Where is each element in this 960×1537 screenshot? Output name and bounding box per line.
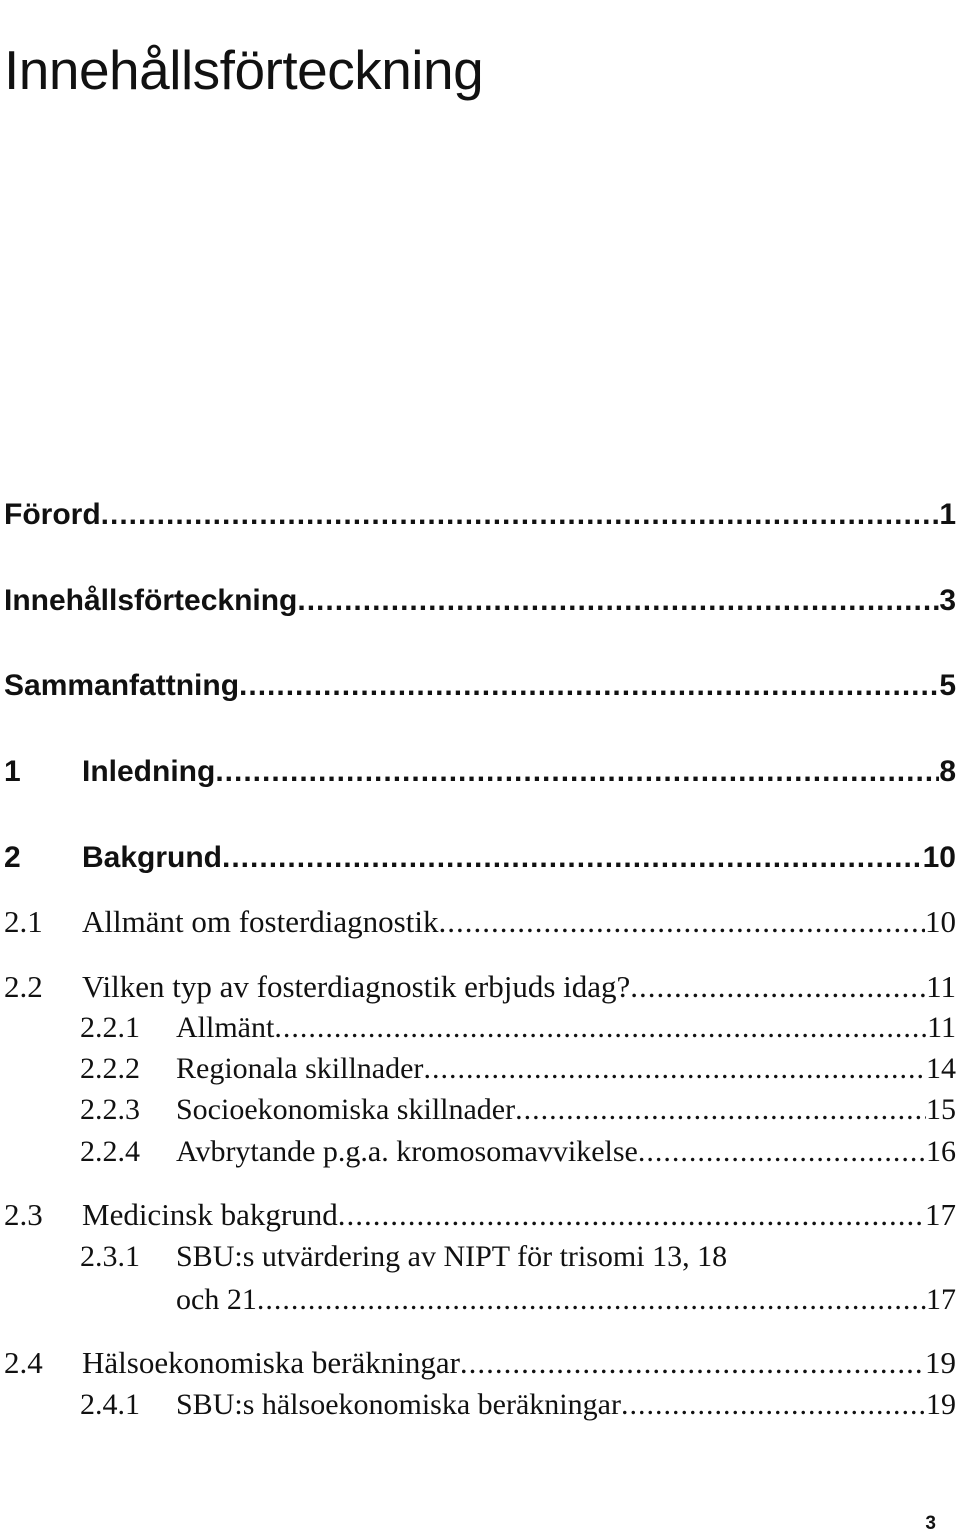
toc-entry-2-3-1-first-line[interactable] [80,1238,727,1276]
toc-entry-number: 2.2.2 [80,1052,140,1085]
page-title: Innehållsförteckning [4,38,484,101]
toc-leader [338,1196,925,1234]
toc-entry-label: Vilken typ av fosterdiagnostik erbjuds idag? [82,969,631,1004]
toc-entry-bakgrund[interactable] [4,840,956,876]
toc-entry-2-4-1[interactable] [80,1386,956,1424]
toc-leader [515,1091,926,1129]
toc-entry-page: 17 [926,1283,956,1316]
toc-leader [460,1344,925,1382]
toc-entry-label: SBU:s utvärdering av NIPT för trisomi 13, 18 [176,1240,728,1273]
toc-entry-page: 11 [927,1011,956,1044]
toc-entry-2-2[interactable] [4,968,956,1006]
toc-leader [423,1050,926,1088]
toc-leader [621,1386,926,1424]
toc-entry-page: 15 [926,1093,956,1126]
toc-entry-label: Medicinsk bakgrund [82,1197,338,1232]
toc-entry-2-4[interactable] [4,1344,956,1382]
toc-leader [438,903,925,941]
toc-entry-number: 2.4 [4,1345,43,1380]
toc-entry-label: Sammanfattning [4,669,240,702]
toc-entry-label: Socioekonomiska skillnader [176,1093,516,1126]
toc-entry-label: Hälsoekonomiska beräkningar [82,1345,460,1380]
toc-entry-number: 2.2.4 [80,1135,140,1168]
toc-entry-label: Avbrytande p.g.a. kromosomavvikelse [176,1135,638,1168]
toc-entry-number: 2 [4,841,21,874]
toc-leader [222,840,923,876]
toc-entry-sammanfattning[interactable] [4,668,956,704]
toc-entry-number: 2.3.1 [80,1240,140,1273]
toc-entry-number: 2.2.1 [80,1011,140,1044]
toc-entry-page: 19 [926,1388,956,1421]
toc-entry-forord[interactable] [4,497,956,533]
toc-entry-page: 19 [925,1345,956,1380]
toc-leader [101,497,940,533]
toc-leader [274,1009,927,1047]
toc-leader [215,754,939,790]
toc-entry-2-2-1[interactable] [80,1009,956,1047]
toc-leader [630,968,926,1006]
toc-entry-innehallsforteckning[interactable] [4,583,956,619]
toc-entry-number: 2.1 [4,904,43,939]
toc-leader [239,668,939,704]
toc-entry-2-1[interactable] [4,903,956,941]
toc-entry-number: 2.3 [4,1197,43,1232]
toc-entry-page: 14 [926,1052,956,1085]
toc-entry-label: SBU:s hälsoekonomiska beräkningar [176,1388,621,1421]
toc-entry-inledning[interactable] [4,754,956,790]
toc-entry-label: Allmänt om fosterdiagnostik [82,904,439,939]
toc-entry-2-2-4[interactable] [80,1133,956,1171]
toc-entry-label: Förord [4,498,101,531]
toc-entry-number: 1 [4,755,21,788]
toc-entry-2-3[interactable] [4,1196,956,1234]
toc-entry-page: 5 [939,669,956,702]
toc-entry-page: 16 [926,1135,956,1168]
toc-entry-label: Innehållsförteckning [4,584,298,617]
toc-entry-number: 2.2 [4,969,43,1004]
toc-entry-2-3-1[interactable] [176,1281,956,1319]
toc-entry-2-2-2[interactable] [80,1050,956,1088]
toc-entry-label: Allmänt [176,1011,275,1044]
toc-leader [638,1133,926,1171]
toc-entry-number: 2.2.3 [80,1093,140,1126]
toc-entry-page: 17 [925,1197,956,1232]
toc-entry-label-continued: och 21 [176,1283,257,1316]
toc-entry-page: 11 [926,969,956,1004]
toc-entry-page: 3 [939,584,956,617]
toc-entry-page: 10 [922,841,956,874]
toc-entry-page: 8 [939,755,956,788]
toc-entry-label: Regionala skillnader [176,1052,424,1085]
toc-entry-page: 1 [939,498,956,531]
toc-entry-page: 10 [925,904,956,939]
toc-entry-label: Bakgrund [82,841,223,874]
toc-leader [257,1281,926,1319]
toc-leader [297,583,939,619]
toc-entry-2-2-3[interactable] [80,1091,956,1129]
toc-entry-label: Inledning [82,755,216,788]
toc-entry-number: 2.4.1 [80,1388,140,1421]
page-number: 3 [925,1513,936,1534]
